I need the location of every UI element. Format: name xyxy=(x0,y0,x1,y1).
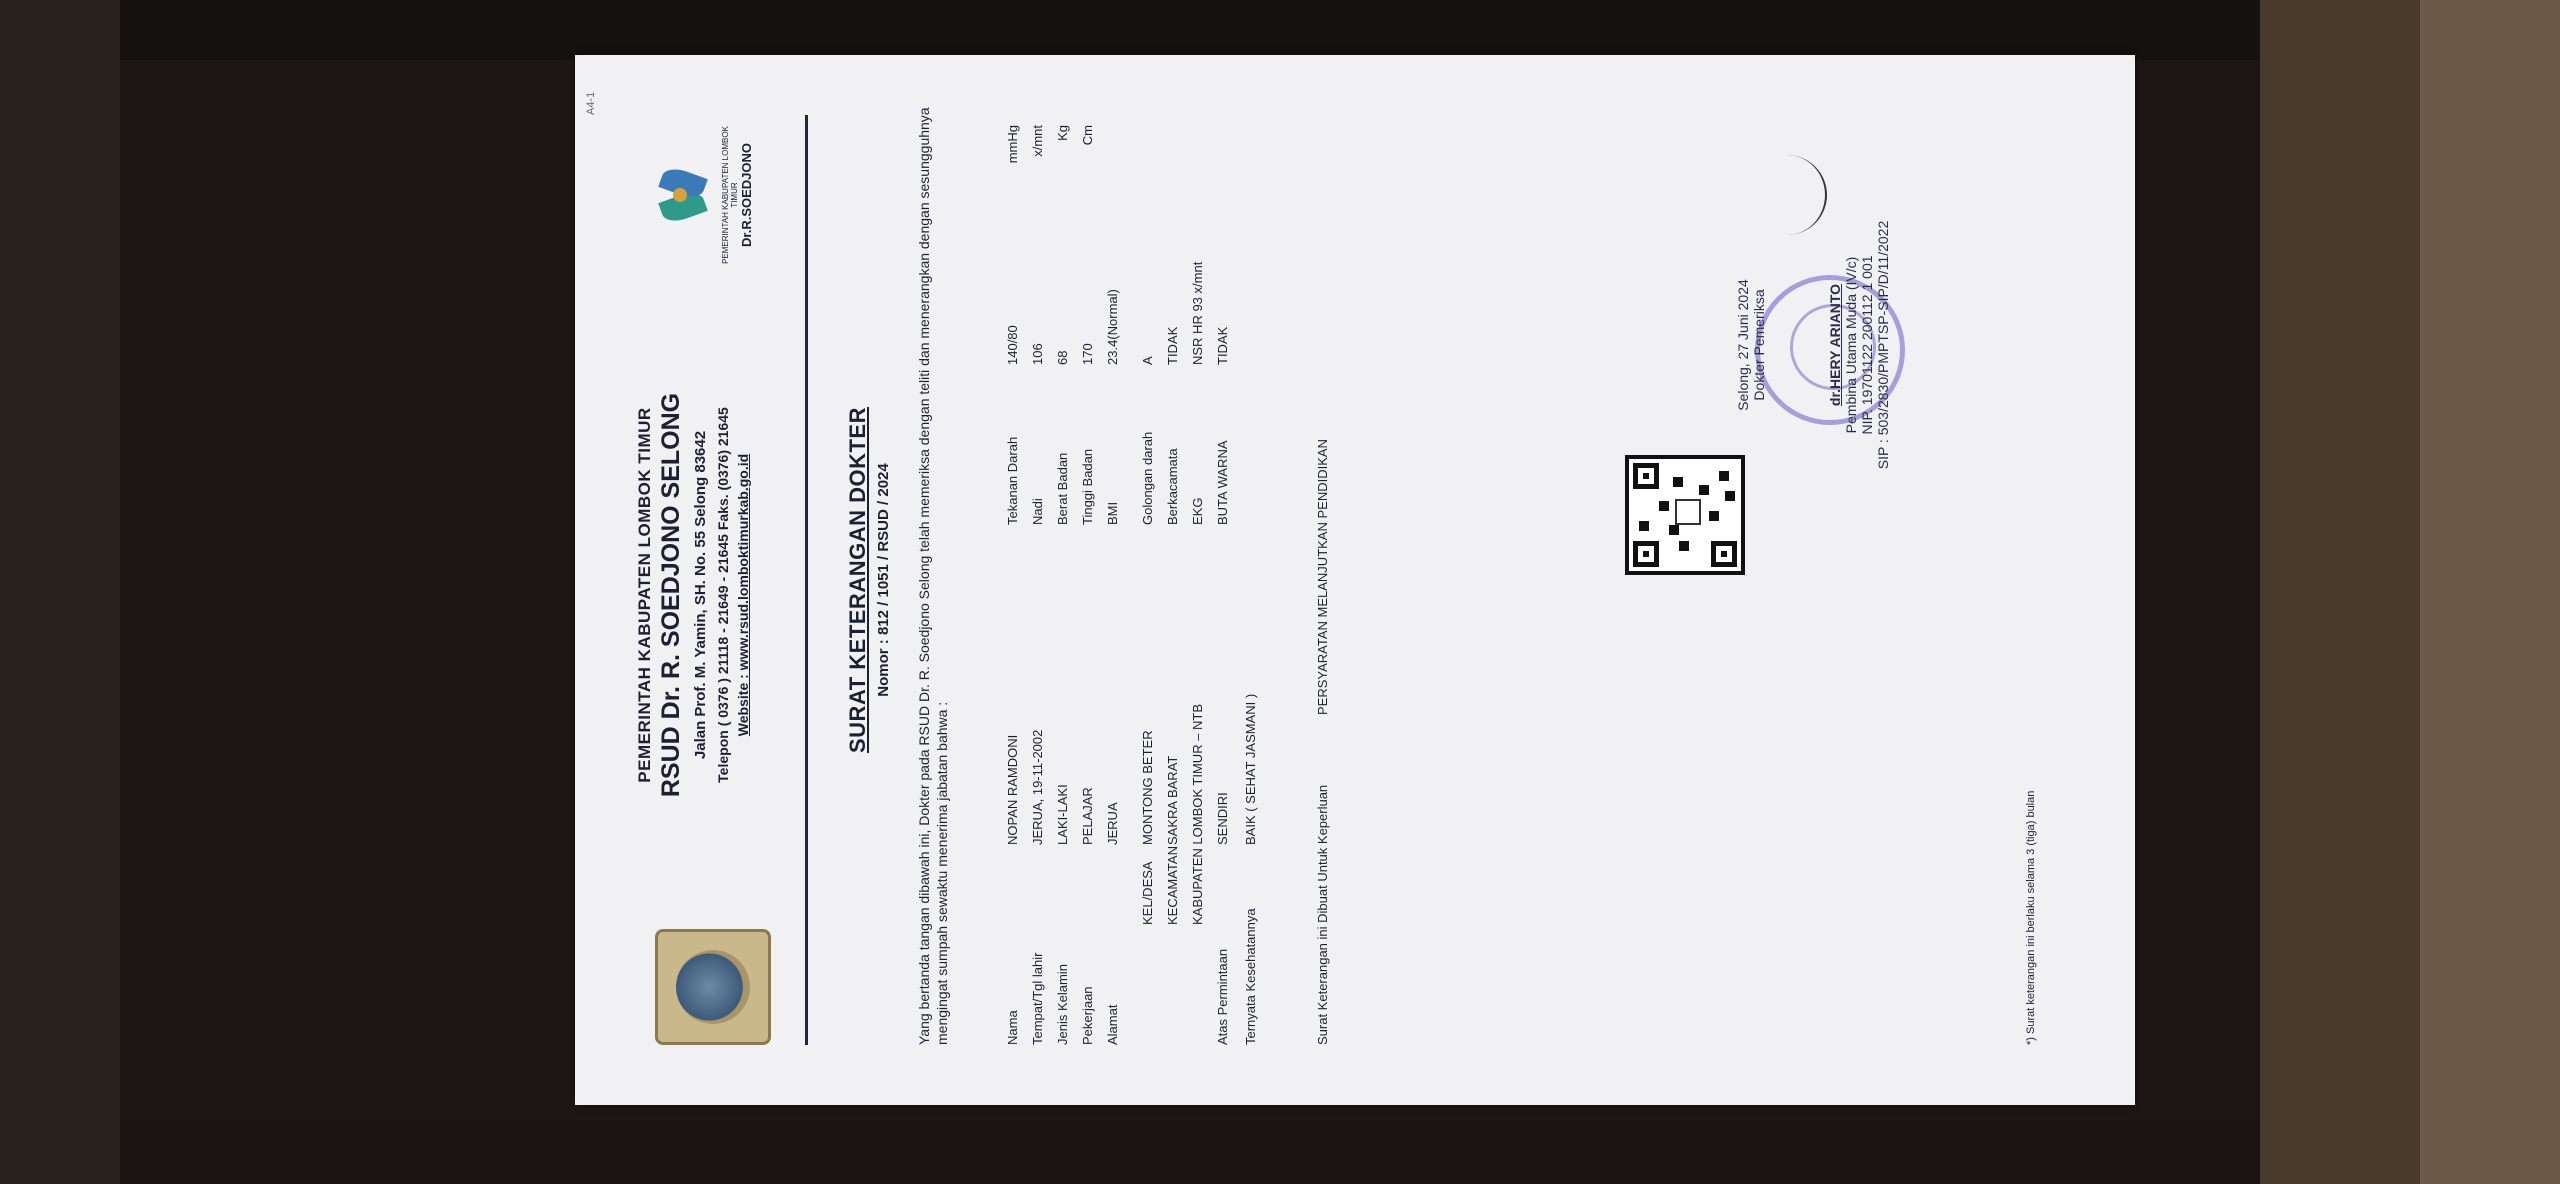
hospital-website: Website : www.rsud.lomboktimurkab.go.id xyxy=(735,453,751,737)
vital-value: 23.4(Normal) xyxy=(1105,289,1120,365)
patient-gender: LAKI-LAKI xyxy=(1055,784,1070,845)
vital-value: TIDAK xyxy=(1165,326,1180,365)
letterhead-text xyxy=(635,295,751,895)
vital-value: TIDAK xyxy=(1215,326,1230,365)
background-left xyxy=(0,0,120,1184)
vital-label: Golongan darah xyxy=(1140,431,1155,525)
health-status: BAIK ( SEHAT JASMANI ) xyxy=(1243,693,1258,845)
background-top xyxy=(120,0,2260,60)
regency-emblem-icon xyxy=(655,929,771,1045)
doctor-nip: NIP. 19701122 200112 1 001 xyxy=(1859,255,1875,435)
validity-note: *) Surat keterangan ini berlaku selama 3 (tiga) bulan xyxy=(2025,790,2037,1045)
signature-role: Dokter Pemeriksa xyxy=(1751,289,1767,401)
patient-address-1: JERUA xyxy=(1105,802,1120,845)
hospital-logo-caption: PEMERINTAH KABUPATEN LOMBOK TIMUR xyxy=(721,126,739,264)
vital-label: Tekanan Darah xyxy=(1005,436,1020,525)
field-label: Ternyata Kesehatannya xyxy=(1243,908,1258,1045)
document-title: SURAT KETERANGAN DOKTER xyxy=(845,407,870,753)
vital-value: 140/80 xyxy=(1005,325,1020,365)
field-label: Alamat xyxy=(1105,1004,1120,1045)
request-by: SENDIRI xyxy=(1215,792,1230,845)
vital-label: BMI xyxy=(1105,501,1120,525)
field-label: Surat Keterangan ini Dibuat Untuk Keperluan xyxy=(1315,784,1330,1045)
document-number: Nomor : 812 / 1051 / RSUD / 2024 xyxy=(875,463,892,697)
patient-birth: JERUA, 19-11-2002 xyxy=(1030,729,1045,845)
address-key: KECAMATAN xyxy=(1165,846,1180,925)
vital-value: A xyxy=(1140,356,1155,365)
signature-block xyxy=(1735,145,1891,545)
field-label: Jenis Kelamin xyxy=(1055,964,1070,1045)
document-wrapper xyxy=(575,55,2135,1105)
vital-label: Berat Badan xyxy=(1055,452,1070,525)
vital-label: Tinggi Badan xyxy=(1080,448,1095,525)
medical-certificate-page xyxy=(575,55,2135,1105)
field-label: Tempat/Tgl lahir xyxy=(1030,952,1045,1045)
patient-name: NOPAN RAMDONI xyxy=(1005,734,1020,845)
background-right-light xyxy=(2420,0,2560,1184)
vital-value: 170 xyxy=(1080,343,1095,365)
hospital-name: RSUD Dr. R. SOEDJONO SELONG xyxy=(657,392,685,798)
patient-regency: KABUPATEN LOMBOK TIMUR – NTB xyxy=(1190,703,1205,925)
vital-label: Nadi xyxy=(1030,498,1045,525)
doctor-name: dr.HERY ARIANTO xyxy=(1827,283,1843,407)
purpose: PERSYARATAN MELANJUTKAN PENDIDIKAN xyxy=(1315,439,1330,715)
vital-label: EKG xyxy=(1190,497,1205,525)
doctor-sip: SIP : 503/2830/PMPTSP-SIP/D/11/2022 xyxy=(1875,220,1891,470)
vital-value: NSR HR 93 x/mnt xyxy=(1190,261,1205,365)
vital-unit: Kg xyxy=(1055,125,1070,141)
vital-unit: Cm xyxy=(1080,125,1095,146)
letterhead-divider xyxy=(805,115,808,1045)
intro-paragraph: Yang bertanda tangan dibawah ini, Dokter pada RSUD Dr. R. Soedjono Selong telah memeriksa dengan teliti dan menerangkan dengan sesungguhnya mengingat sumpah sewaktu menerima jabatan bahwa : xyxy=(916,107,950,1045)
vital-unit: mmHg xyxy=(1005,125,1020,164)
vital-value: 106 xyxy=(1030,343,1045,365)
vital-label: Berkacamata xyxy=(1165,448,1180,525)
vital-unit: x/mnt xyxy=(1030,125,1045,157)
government-name: PEMERINTAH KABUPATEN LOMBOK TIMUR xyxy=(635,407,654,783)
vital-value: 68 xyxy=(1055,350,1070,365)
patient-district: SAKRA BARAT xyxy=(1165,755,1180,845)
signature-place-date: Selong, 27 Juni 2024 xyxy=(1735,279,1751,411)
hospital-logo-name: Dr.R.SOEDJONO xyxy=(739,142,754,248)
vital-label: BUTA WARNA xyxy=(1215,440,1230,525)
hospital-address: Jalan Prof. M. Yamin, SH. No. 55 Selong 83642 xyxy=(692,430,709,760)
address-key: KEL/DESA xyxy=(1140,861,1155,925)
field-label: Pekerjaan xyxy=(1080,986,1095,1045)
page-corner-mark: A4-1 xyxy=(585,91,597,115)
background-bottom xyxy=(120,1120,2260,1184)
document-title-block xyxy=(845,55,892,1105)
letterhead xyxy=(635,115,805,1045)
field-label: Nama xyxy=(1005,1010,1020,1045)
hospital-logo-icon xyxy=(655,125,775,265)
hospital-phone: Telepon ( 0376 ) 21118 - 21649 - 21645 Faks. (0376) 21645 xyxy=(715,407,731,783)
qr-code-icon xyxy=(1625,455,1745,575)
field-label: Atas Permintaan xyxy=(1215,948,1230,1045)
patient-village: MONTONG BETER xyxy=(1140,730,1155,845)
doctor-rank: Pembina Utama Muda (IV/c) xyxy=(1843,256,1859,434)
patient-occupation: PELAJAR xyxy=(1080,787,1095,845)
